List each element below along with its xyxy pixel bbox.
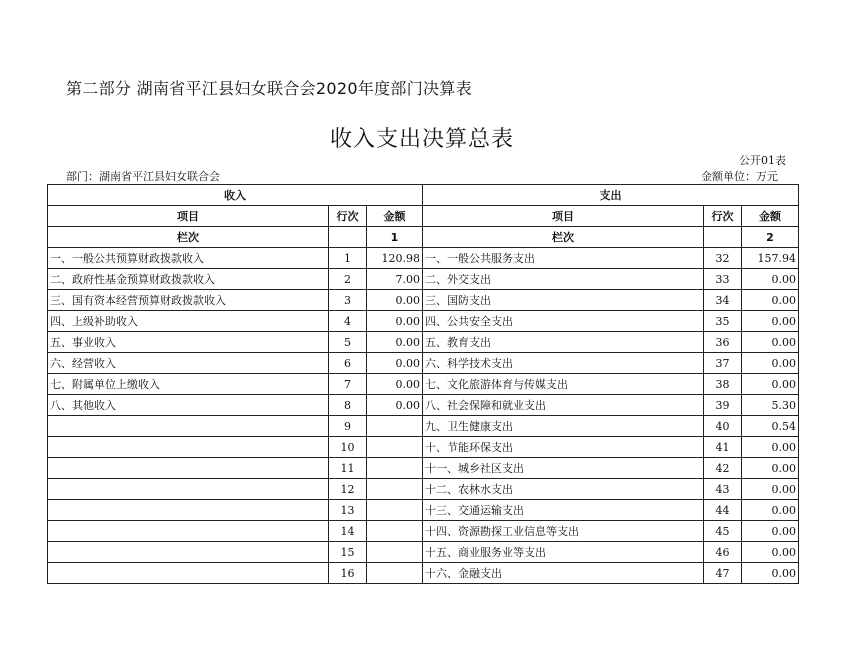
income-amount: 0.00 <box>367 374 423 395</box>
expense-row-number: 35 <box>704 311 742 332</box>
income-row-number: 1 <box>329 248 367 269</box>
colnum-label-expense: 栏次 <box>423 227 704 248</box>
table-row <box>48 500 799 521</box>
income-row-number: 5 <box>329 332 367 353</box>
table-row <box>48 332 799 353</box>
income-row-number: 15 <box>329 542 367 563</box>
table-row <box>48 458 799 479</box>
income-amount <box>367 479 423 500</box>
income-amount <box>367 500 423 521</box>
income-item <box>48 521 329 542</box>
income-row-number: 10 <box>329 437 367 458</box>
expense-amount: 0.00 <box>742 479 799 500</box>
income-amount <box>367 542 423 563</box>
colnum-blank-income <box>329 227 367 248</box>
income-item <box>48 479 329 500</box>
income-item: 四、上级补助收入 <box>48 311 329 332</box>
colnum-blank-expense <box>704 227 742 248</box>
income-item <box>48 437 329 458</box>
expense-amount: 0.00 <box>742 542 799 563</box>
col-amount-expense: 金额 <box>742 206 799 227</box>
income-amount <box>367 416 423 437</box>
income-amount <box>367 458 423 479</box>
table-row <box>48 311 799 332</box>
table-row <box>48 521 799 542</box>
expense-row-number: 47 <box>704 563 742 584</box>
income-item <box>48 563 329 584</box>
expense-row-number: 33 <box>704 269 742 290</box>
income-row-number: 7 <box>329 374 367 395</box>
table-row <box>48 290 799 311</box>
expense-row-number: 41 <box>704 437 742 458</box>
col-row-income: 行次 <box>329 206 367 227</box>
col-item-income: 项目 <box>48 206 329 227</box>
expense-amount: 0.00 <box>742 500 799 521</box>
income-item: 八、其他收入 <box>48 395 329 416</box>
col-row-expense: 行次 <box>704 206 742 227</box>
income-row-number: 6 <box>329 353 367 374</box>
income-item <box>48 416 329 437</box>
income-amount: 0.00 <box>367 311 423 332</box>
income-item: 三、国有资本经营预算财政拨款收入 <box>48 290 329 311</box>
table-row <box>48 395 799 416</box>
expense-amount: 0.00 <box>742 521 799 542</box>
income-amount <box>367 437 423 458</box>
expense-amount: 0.00 <box>742 332 799 353</box>
expense-item: 四、公共安全支出 <box>423 311 704 332</box>
income-expense-table <box>47 184 799 584</box>
income-row-number: 13 <box>329 500 367 521</box>
part-title: 第二部分 湖南省平江县妇女联合会2020年度部门决算表 <box>66 79 472 98</box>
income-amount: 7.00 <box>367 269 423 290</box>
income-item <box>48 500 329 521</box>
income-amount <box>367 563 423 584</box>
department-label: 部门：湖南省平江县妇女联合会 <box>66 170 220 183</box>
table-row <box>48 353 799 374</box>
table-row <box>48 542 799 563</box>
expense-header: 支出 <box>423 185 799 206</box>
table-row <box>48 437 799 458</box>
col-item-expense: 项目 <box>423 206 704 227</box>
colnum-income: 1 <box>367 227 423 248</box>
expense-amount: 0.00 <box>742 458 799 479</box>
income-row-number: 12 <box>329 479 367 500</box>
expense-amount: 157.94 <box>742 248 799 269</box>
expense-item: 二、外交支出 <box>423 269 704 290</box>
income-item: 一、一般公共预算财政拨款收入 <box>48 248 329 269</box>
income-row-number: 16 <box>329 563 367 584</box>
expense-item: 十、节能环保支出 <box>423 437 704 458</box>
income-header: 收入 <box>48 185 423 206</box>
income-row-number: 8 <box>329 395 367 416</box>
expense-item: 六、科学技术支出 <box>423 353 704 374</box>
income-amount: 120.98 <box>367 248 423 269</box>
income-amount: 0.00 <box>367 290 423 311</box>
income-item: 六、经营收入 <box>48 353 329 374</box>
expense-row-number: 43 <box>704 479 742 500</box>
expense-amount: 0.00 <box>742 563 799 584</box>
expense-item: 十六、金融支出 <box>423 563 704 584</box>
income-row-number: 2 <box>329 269 367 290</box>
expense-amount: 0.00 <box>742 353 799 374</box>
expense-item: 十五、商业服务业等支出 <box>423 542 704 563</box>
income-amount <box>367 521 423 542</box>
income-amount: 0.00 <box>367 332 423 353</box>
income-item: 五、事业收入 <box>48 332 329 353</box>
expense-row-number: 36 <box>704 332 742 353</box>
expense-item: 五、教育支出 <box>423 332 704 353</box>
expense-row-number: 40 <box>704 416 742 437</box>
expense-item: 八、社会保障和就业支出 <box>423 395 704 416</box>
expense-amount: 0.00 <box>742 269 799 290</box>
expense-amount: 5.30 <box>742 395 799 416</box>
expense-row-number: 44 <box>704 500 742 521</box>
form-code: 公开01表 <box>739 154 786 167</box>
expense-amount: 0.00 <box>742 290 799 311</box>
income-row-number: 9 <box>329 416 367 437</box>
income-amount: 0.00 <box>367 353 423 374</box>
income-item: 七、附属单位上缴收入 <box>48 374 329 395</box>
expense-row-number: 39 <box>704 395 742 416</box>
expense-amount: 0.00 <box>742 437 799 458</box>
expense-amount: 0.00 <box>742 374 799 395</box>
table-row <box>48 563 799 584</box>
colnum-expense: 2 <box>742 227 799 248</box>
expense-row-number: 38 <box>704 374 742 395</box>
income-item: 二、政府性基金预算财政拨款收入 <box>48 269 329 290</box>
colnum-label-income: 栏次 <box>48 227 329 248</box>
expense-item: 九、卫生健康支出 <box>423 416 704 437</box>
expense-amount: 0.00 <box>742 311 799 332</box>
expense-item: 十一、城乡社区支出 <box>423 458 704 479</box>
unit-label: 金额单位：万元 <box>701 170 778 183</box>
expense-item: 十四、资源勘探工业信息等支出 <box>423 521 704 542</box>
expense-item: 十二、农林水支出 <box>423 479 704 500</box>
expense-row-number: 42 <box>704 458 742 479</box>
income-row-number: 14 <box>329 521 367 542</box>
expense-row-number: 45 <box>704 521 742 542</box>
expense-item: 十三、交通运输支出 <box>423 500 704 521</box>
income-item <box>48 542 329 563</box>
income-row-number: 3 <box>329 290 367 311</box>
income-item <box>48 458 329 479</box>
income-row-number: 4 <box>329 311 367 332</box>
table-row <box>48 374 799 395</box>
table-row <box>48 269 799 290</box>
income-row-number: 11 <box>329 458 367 479</box>
expense-item: 七、文化旅游体育与传媒支出 <box>423 374 704 395</box>
table-row <box>48 416 799 437</box>
expense-row-number: 46 <box>704 542 742 563</box>
table-row <box>48 248 799 269</box>
income-amount: 0.00 <box>367 395 423 416</box>
table-row <box>48 479 799 500</box>
page-title: 收入支出决算总表 <box>329 127 514 152</box>
expense-row-number: 32 <box>704 248 742 269</box>
expense-amount: 0.54 <box>742 416 799 437</box>
expense-row-number: 34 <box>704 290 742 311</box>
col-amount-income: 金额 <box>367 206 423 227</box>
expense-row-number: 37 <box>704 353 742 374</box>
expense-item: 三、国防支出 <box>423 290 704 311</box>
expense-item: 一、一般公共服务支出 <box>423 248 704 269</box>
